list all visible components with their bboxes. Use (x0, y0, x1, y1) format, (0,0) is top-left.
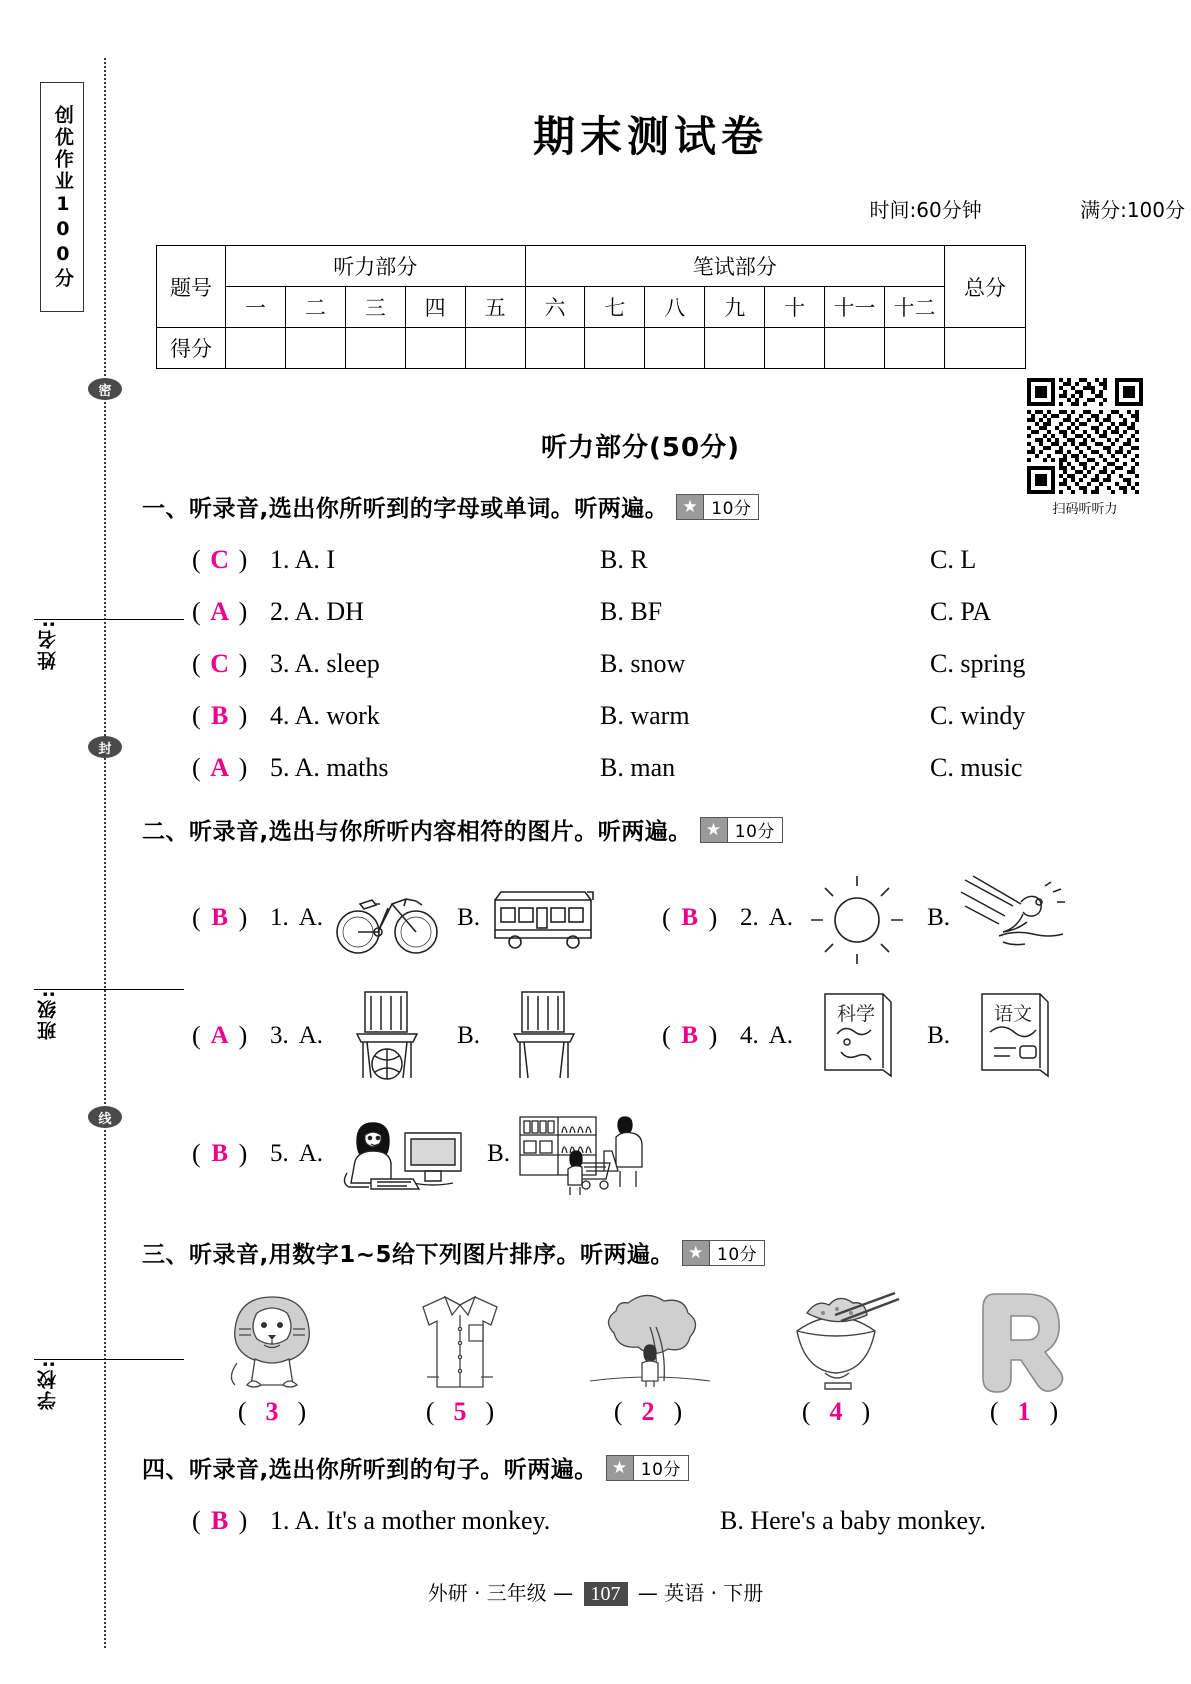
score-col-2: 二 (285, 287, 345, 328)
option-a[interactable]: 1. A. It's a mother monkey. (270, 1506, 551, 1535)
option-c[interactable]: C. music (930, 753, 1023, 782)
tree-icon[interactable] (573, 1285, 723, 1395)
answer-value: A (210, 753, 230, 782)
score-cell-10[interactable] (765, 328, 825, 369)
ordering-cell (742, 1285, 930, 1395)
score-cell-8[interactable] (645, 328, 705, 369)
shirt-icon[interactable] (385, 1285, 535, 1395)
letter-r-icon[interactable] (949, 1285, 1099, 1395)
score-table-group-row (157, 246, 1026, 287)
star-icon: ★ (701, 818, 727, 842)
order-answer[interactable]: ( 2 ) (613, 1397, 683, 1426)
question-row (150, 649, 1191, 679)
option-a-label: A. (768, 904, 794, 931)
bicycle-icon[interactable] (327, 870, 447, 966)
score-col-11: 十一 (825, 287, 885, 328)
question-row (150, 753, 1191, 783)
item-number: 3. (270, 1022, 289, 1049)
ordering-cell (366, 1285, 554, 1395)
item-number: 4. (740, 1022, 759, 1049)
option-b[interactable]: B. warm (600, 701, 690, 730)
woman-computer-icon[interactable] (327, 1106, 477, 1202)
order-answer[interactable]: ( 4 ) (801, 1397, 871, 1426)
footer-dot-2: · (710, 1581, 717, 1605)
answer-value: B (211, 1506, 229, 1535)
order-answer[interactable]: ( 3 ) (237, 1397, 307, 1426)
option-b[interactable]: B. BF (600, 597, 663, 626)
score-cell-1[interactable] (226, 328, 286, 369)
answer-value: B (681, 1022, 699, 1049)
seal-marker-feng: 封 (88, 736, 122, 758)
answer-value: B (211, 701, 229, 730)
option-a-label: A. (298, 904, 324, 931)
section-4-score-badge (606, 1455, 689, 1481)
answer-value: B (211, 904, 229, 931)
left-margin-strip (0, 0, 150, 1684)
score-col-5: 五 (465, 287, 525, 328)
score-col-10: 十 (765, 287, 825, 328)
option-b[interactable]: B. Here's a baby monkey. (720, 1506, 986, 1535)
seal-marker-xian: 线 (88, 1106, 122, 1128)
option-b-label: B. (457, 904, 480, 931)
answer-bracket[interactable]: ( B ) (192, 1139, 248, 1168)
option-c[interactable]: C. spring (930, 649, 1026, 678)
section-2-points: 10分 (727, 818, 782, 842)
option-a-label: A. (298, 1022, 324, 1049)
section-2-heading-text: 二、听录音,选出与你所听内容相符的图片。听两遍。 (142, 819, 692, 845)
series-badge (40, 82, 84, 312)
score-col-9: 九 (705, 287, 765, 328)
order-value: 3 (265, 1397, 279, 1426)
exam-full-marks: 满分:100分 (1080, 198, 1185, 222)
listening-part-title: 听力部分(50分) (541, 433, 740, 463)
footer-publisher: 外研 (427, 1581, 468, 1605)
picture-question (192, 1106, 752, 1202)
option-c[interactable]: C. windy (930, 701, 1026, 730)
ordering-answer-row (150, 1397, 1191, 1427)
page-footer (0, 1577, 1191, 1606)
footer-grade: 三年级 (486, 1581, 547, 1605)
score-cell-2[interactable] (285, 328, 345, 369)
score-table-number-row (157, 287, 1026, 328)
score-cell-12[interactable] (884, 328, 944, 369)
exam-meta (150, 194, 1185, 223)
order-value: 2 (641, 1397, 655, 1426)
answer-value: C (210, 649, 230, 678)
windy-tree-icon[interactable] (954, 870, 1074, 966)
ordering-picture-row (150, 1285, 1191, 1395)
picture-question-row (150, 988, 1191, 1084)
school-field-label: 学校: (37, 1358, 59, 1410)
name-field-label: 姓名: (37, 618, 59, 670)
star-icon: ★ (683, 1241, 709, 1265)
answer-bracket[interactable]: ( B ) (192, 701, 248, 730)
option-c[interactable]: C. L (930, 545, 977, 574)
option-a[interactable]: 3. A. sleep (270, 649, 380, 678)
score-col-4: 四 (405, 287, 465, 328)
score-cell-total[interactable] (945, 328, 1026, 369)
picture-question-row (150, 870, 1191, 966)
qr-caption: 扫码听听力 (1052, 502, 1118, 517)
order-answer[interactable]: ( 5 ) (425, 1397, 495, 1426)
science-book-icon[interactable] (797, 988, 917, 1084)
score-cell-9[interactable] (705, 328, 765, 369)
star-icon: ★ (607, 1456, 633, 1480)
score-table-group-written: 笔试部分 (525, 246, 944, 287)
ordering-cell (178, 1285, 366, 1395)
footer-subject: 英语 (664, 1581, 705, 1605)
chair-icon[interactable] (484, 988, 604, 1084)
score-col-7: 七 (585, 287, 645, 328)
seal-marker-mi: 密 (88, 378, 122, 400)
audio-qr-block[interactable] (1027, 378, 1143, 517)
score-table-label-tihao: 题号 (157, 246, 226, 328)
star-icon: ★ (677, 495, 703, 519)
ordering-cell (554, 1285, 742, 1395)
answer-value: B (211, 1140, 229, 1167)
score-cell-3[interactable] (345, 328, 405, 369)
item-number: 1. (270, 904, 289, 931)
class-field[interactable] (34, 810, 90, 1040)
order-value: 1 (1017, 1397, 1031, 1426)
answer-bracket[interactable]: ( C ) (192, 545, 248, 574)
answer-value: A (210, 1022, 229, 1049)
answer-value: A (210, 597, 230, 626)
section-2-heading (142, 813, 1191, 846)
answer-bracket[interactable]: ( A ) (192, 597, 248, 626)
footer-volume: 下册 (723, 1581, 764, 1605)
score-col-1: 一 (226, 287, 286, 328)
supermarket-icon[interactable] (514, 1106, 664, 1202)
worksheet-body (142, 0, 1191, 1684)
score-table-points-row (157, 328, 1026, 369)
score-table-total-header: 总分 (945, 246, 1026, 328)
page-title: 期末测试卷 (532, 112, 768, 161)
picture-question (192, 870, 662, 966)
footer-dash-left: — (553, 1581, 574, 1605)
section-4-heading-text: 四、听录音,选出你所听到的句子。听两遍。 (142, 1457, 598, 1483)
school-field[interactable] (34, 1180, 90, 1410)
question-row (150, 1506, 1191, 1536)
option-b[interactable]: B. R (600, 545, 648, 574)
score-cell-11[interactable] (825, 328, 885, 369)
score-cell-5[interactable] (465, 328, 525, 369)
ordering-cell (930, 1285, 1118, 1395)
chinese-book-text: 语文 (994, 1003, 1033, 1025)
rice-bowl-icon[interactable] (761, 1285, 911, 1395)
footer-dash-right: — (637, 1581, 658, 1605)
section-4-points: 10分 (633, 1456, 688, 1480)
order-answer[interactable]: ( 1 ) (989, 1397, 1059, 1426)
option-a-label: A. (768, 1022, 794, 1049)
option-b-label: B. (927, 904, 950, 931)
lion-icon[interactable] (197, 1285, 347, 1395)
name-field[interactable] (34, 440, 90, 670)
option-b-label: B. (487, 1140, 510, 1167)
option-b-label: B. (457, 1022, 480, 1049)
qr-code-icon[interactable] (1027, 378, 1143, 494)
series-badge-label: 创优作业100分 (51, 104, 74, 290)
order-value: 5 (453, 1397, 467, 1426)
question-row (150, 597, 1191, 627)
score-col-6: 六 (525, 287, 585, 328)
answer-bracket[interactable]: ( B ) (192, 903, 248, 932)
bus-icon[interactable] (484, 870, 604, 966)
section-1-score-badge (676, 494, 759, 520)
answer-bracket[interactable]: ( B ) (662, 1021, 718, 1050)
section-3-points: 10分 (709, 1241, 764, 1265)
score-col-8: 八 (645, 287, 705, 328)
item-number: 2. (740, 904, 759, 931)
picture-question-row (150, 1106, 1191, 1202)
answer-bracket[interactable]: ( A ) (192, 753, 248, 782)
answer-bracket[interactable]: ( B ) (662, 903, 718, 932)
option-b-label: B. (927, 1022, 950, 1049)
class-field-label: 班级: (37, 988, 59, 1040)
chinese-book-icon[interactable] (954, 988, 1074, 1084)
question-row (150, 545, 1191, 575)
answer-bracket[interactable]: ( A ) (192, 1021, 248, 1050)
science-book-text: 科学 (837, 1003, 876, 1025)
picture-question (662, 870, 1132, 966)
order-value: 4 (829, 1397, 843, 1426)
sun-icon[interactable] (797, 870, 917, 966)
score-table-group-listening: 听力部分 (226, 246, 526, 287)
option-a[interactable]: 2. A. DH (270, 597, 364, 626)
option-a[interactable]: 1. A. I (270, 545, 336, 574)
score-cell-6[interactable] (525, 328, 585, 369)
chair-with-ball-icon[interactable] (327, 988, 447, 1084)
option-c[interactable]: C. PA (930, 597, 992, 626)
answer-value: C (210, 545, 230, 574)
footer-dot-1: · (474, 1581, 481, 1605)
answer-value: B (681, 904, 699, 931)
score-col-12: 十二 (884, 287, 944, 328)
answer-bracket[interactable]: ( C ) (192, 649, 248, 678)
score-table (156, 245, 1026, 369)
question-row (150, 701, 1191, 731)
section-1-points: 10分 (703, 495, 758, 519)
item-number: 5. (270, 1140, 289, 1167)
answer-bracket[interactable]: ( B ) (192, 1506, 248, 1535)
section-3-heading (142, 1236, 1191, 1269)
page-number: 107 (584, 1582, 628, 1606)
section-3-score-badge (682, 1240, 765, 1266)
score-cell-4[interactable] (405, 328, 465, 369)
score-cell-7[interactable] (585, 328, 645, 369)
option-b[interactable]: B. snow (600, 649, 686, 678)
option-a-label: A. (298, 1140, 324, 1167)
score-col-3: 三 (345, 287, 405, 328)
section-2-score-badge (700, 817, 783, 843)
exam-time: 时间:60分钟 (869, 198, 982, 222)
picture-question (192, 988, 662, 1084)
section-3-heading-text: 三、听录音,用数字1~5给下列图片排序。听两遍。 (142, 1242, 675, 1268)
picture-question (662, 988, 1132, 1084)
option-a[interactable]: 5. A. maths (270, 753, 389, 782)
section-4-heading (142, 1451, 1191, 1484)
section-1-heading-text: 一、听录音,选出你所听到的字母或单词。听两遍。 (142, 496, 669, 522)
option-a[interactable]: 4. A. work (270, 701, 380, 730)
option-b[interactable]: B. man (600, 753, 676, 782)
seal-dotted-line (104, 58, 106, 1648)
score-table-label-defen: 得分 (157, 328, 226, 369)
